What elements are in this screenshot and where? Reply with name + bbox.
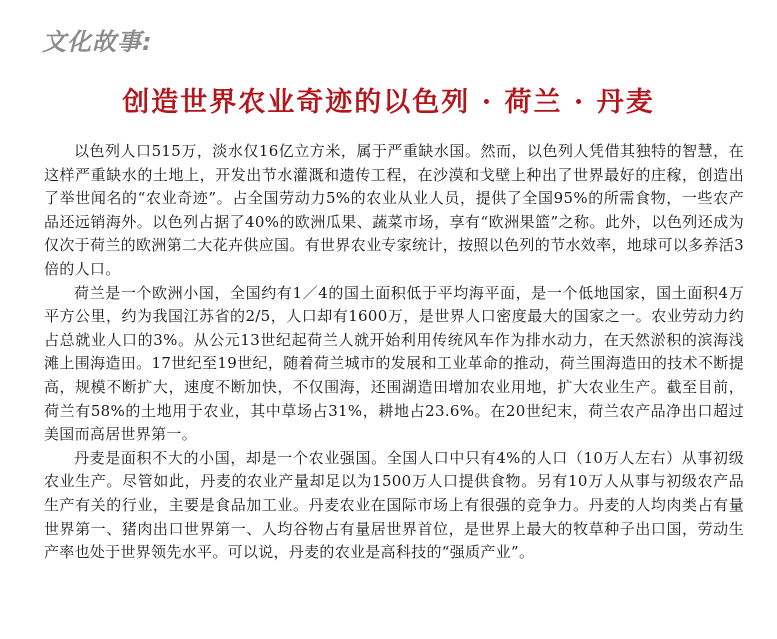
paragraph-denmark: 丹麦是面积不大的小国，却是一个农业强国。全国人口中只有4%的人口（10万人左右）从事初级农业生产。尽管如此，丹麦的农业产量却足以为1500万人口提供食物。另有10万人从事与初级农产品生产有关的行业，主要是食品加工业。丹麦农业在国际市场上有很强的竞争力。丹麦的人均肉类占有量世界第一、猪肉出口世界第一、人均谷物占有量居世界首位，是世界上最大的牧草种子出口国，劳动生产率也处于世界领先水平。可以说，丹麦的农业是高科技的“强质产业”。: [44, 448, 744, 562]
article-body: [44, 140, 744, 565]
paragraph-israel: 以色列人口515万，淡水仅16亿立方米，属于严重缺水国。然而，以色列人凭借其独特的智慧，在这样严重缺水的土地上，开发出节水灌溉和遗传工程，在沙漠和戈壁上种出了世界最好的庄稼，创造出了举世闻名的“农业奇迹”。占全国劳动力5%的农业从业人员，提供了全国95%的所需食物，一些农产品还远销海外。以色列占据了40%的欧洲瓜果、蔬菜市场，享有“欧洲果篮”之称。此外，以色列还成为仅次于荷兰的欧洲第二大花卉供应国。有世界农业专家统计，按照以色列的节水效率，地球可以多养活3倍的人口。: [44, 142, 744, 278]
paragraph-netherlands: 荷兰是一个欧洲小国，全国约有1／4的国土面积低于平均海平面，是一个低地国家，国土面积4万平方公里，约为我国江苏省的2/5，人口却有1600万，是世界人口密度最大的国家之一。农业劳动力约占总就业人口的3%。从公元13世纪起荷兰人就开始利用传统风车作为排水动力，在天然淤积的滨海浅滩上围海造田。17世纪至19世纪，随着荷兰城市的发展和工业革命的推动，荷兰围海造田的技术不断提高，规模不断扩大，速度不断加快，不仅围海，还围湖造田增加农业用地，扩大农业生产。截至目前，荷兰有58%的土地用于农业，其中草场占31%，耕地占23.6%。在20世纪末，荷兰农产品净出口超过美国而高居世界第一。: [44, 283, 744, 444]
article-title: 创造世界农业奇迹的以色列 · 荷兰 · 丹麦: [122, 87, 655, 118]
section-label: 文化故事:: [42, 28, 153, 56]
